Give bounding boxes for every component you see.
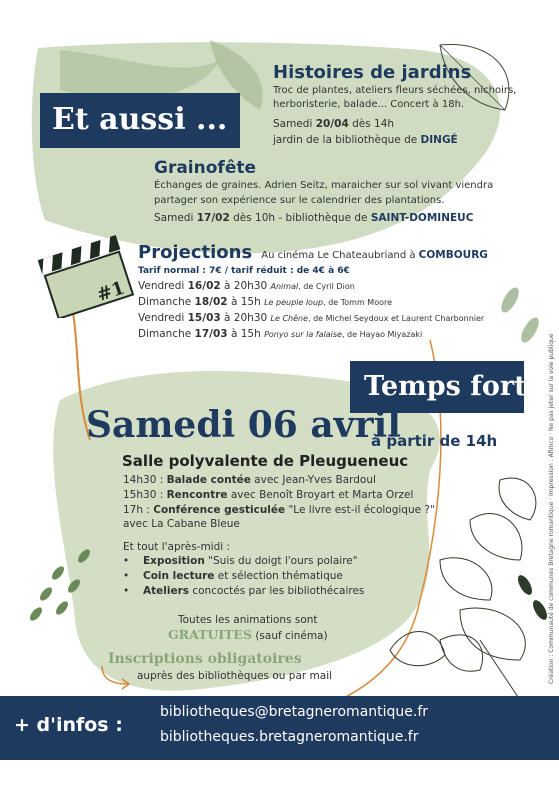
histoires-desc-2: herboristerie, balade... Concert à 18h.	[273, 99, 465, 110]
film-day: Vendredi	[138, 312, 188, 324]
footer-email-link[interactable]: bibliotheques@bretagneromantique.fr	[160, 704, 429, 720]
bullet-rest: et sélection thématique	[214, 570, 343, 582]
histoires-date-line	[273, 118, 394, 130]
free-line-2	[168, 627, 328, 642]
film-day: Vendredi	[138, 280, 188, 292]
footer-label: + d'infos :	[14, 714, 123, 736]
venue-prefix: Salle polyvalente de	[122, 452, 300, 470]
grainofete-date-line	[154, 212, 473, 224]
film-date: 18/02	[194, 296, 228, 308]
film-row	[138, 328, 422, 340]
credit-wrapper	[548, 264, 558, 684]
grainofete-title: Grainofête	[154, 158, 256, 178]
projections-subtitle-prefix: Au cinéma Le Chateaubriand à	[261, 250, 419, 261]
film-row	[138, 312, 484, 324]
temps-fort-start: à partir de 14h	[371, 432, 498, 450]
arrow-icon	[96, 664, 136, 694]
program-row	[123, 489, 413, 501]
credit-text: Création : Communauté de communes Bretagne romantique · Impression : Afimco · Ne pas jeter sur la voie publique	[548, 333, 555, 684]
venue-place: Pleugueneuc	[299, 452, 409, 470]
bullet-dot: •	[123, 555, 130, 567]
film-by: , de Tomm Moore	[323, 298, 393, 307]
histoires-date-prefix: Samedi	[273, 118, 316, 130]
film-date: 15/03	[187, 312, 221, 324]
program-label: Conférence gesticulée	[153, 504, 286, 516]
grainofete-desc-2: partager son expérience sur le calendrier des plantations.	[154, 195, 445, 206]
film-title: Le peuple loup	[264, 298, 324, 307]
projections-title: Projections	[138, 242, 253, 263]
bullet-rest: concoctés par les bibliothécaires	[189, 585, 365, 597]
program-label: Balade contée	[166, 474, 251, 486]
free-word: GRATUITES	[168, 627, 252, 642]
flower-drawing	[390, 631, 483, 671]
free-line-1: Toutes les animations sont	[178, 614, 318, 626]
grainofete-date: 17/02	[196, 212, 230, 224]
bullet-label: Coin lecture	[143, 570, 215, 582]
temps-fort-date: Samedi 06 avril	[86, 404, 401, 446]
film-time: à 20h30	[220, 280, 271, 292]
banner-et-aussi	[40, 93, 240, 148]
program-row	[123, 474, 376, 486]
inscriptions-sub: auprès des bibliothèques ou par mail	[137, 670, 333, 682]
banner-et-aussi-text: Et aussi ...	[52, 102, 228, 137]
film-time: à 20h30	[220, 312, 271, 324]
film-title: Animal	[270, 282, 299, 291]
projections-subtitle-place: COMBOURG	[418, 249, 488, 261]
inscriptions-title: Inscriptions obligatoires	[108, 651, 302, 667]
footer	[0, 696, 559, 760]
bullet-row	[123, 555, 358, 567]
film-date: 17/03	[194, 328, 228, 340]
grainofete-date-prefix: Samedi	[154, 212, 197, 224]
bullet-label: Ateliers	[143, 585, 190, 597]
film-by: , de Michel Seydoux et Laurent Charbonnier	[308, 314, 485, 323]
bullet-label: Exposition	[143, 555, 205, 567]
program-time: 14h30 :	[123, 474, 167, 486]
film-by: , de Hayao Miyazaki	[341, 330, 423, 339]
footer-site-link[interactable]: bibliotheques.bretagneromantique.fr	[160, 729, 419, 745]
histoires-place: DINGÉ	[420, 134, 458, 146]
program-rest: "Le livre est-il écologique ?"	[285, 504, 435, 516]
mid-right-sprig	[498, 285, 542, 345]
temps-fort-venue	[122, 452, 408, 470]
bullet-dot: •	[123, 585, 130, 597]
clapperboard-icon	[36, 228, 136, 318]
film-title: Le Chêne	[270, 314, 309, 323]
film-time: à 15h	[227, 296, 265, 308]
bullet-dot: •	[123, 570, 130, 582]
histoires-time: dès 14h	[348, 118, 395, 130]
program-rest: avec Benoît Broyart et Marta Orzel	[227, 489, 414, 501]
film-day: Dimanche	[138, 328, 195, 340]
film-title: Ponyo sur la falaise	[264, 330, 342, 339]
bullet-row	[123, 585, 364, 597]
program-time: 17h :	[123, 504, 154, 516]
film-row	[138, 280, 355, 292]
program-row	[123, 504, 435, 516]
grainofete-time: dès 10h - bibliothèque de	[229, 212, 371, 224]
film-date: 16/02	[187, 280, 221, 292]
grainofete-place: SAINT-DOMINEUC	[370, 212, 474, 224]
film-by: , de Cyril Dion	[298, 282, 355, 291]
projections-header	[138, 242, 488, 263]
projections-tarif: Tarif normal : 7€ / tarif réduit : de 4€ à 6€	[138, 266, 350, 276]
banner-temps-fort-text: Temps fort	[364, 371, 527, 402]
right-filled-leaves	[515, 573, 550, 622]
histoires-place-prefix: jardin de la bibliothèque de	[273, 134, 421, 146]
free-rest: (sauf cinéma)	[251, 630, 328, 642]
film-day: Dimanche	[138, 296, 195, 308]
program-time: 15h30 :	[123, 489, 167, 501]
clapper-text: #1	[94, 277, 128, 307]
program-label: Rencontre	[166, 489, 228, 501]
bullet-rest: "Suis du doigt l'ours polaire"	[204, 555, 358, 567]
histoires-desc-1: Troc de plantes, ateliers fleurs séchées, nichoirs,	[273, 85, 517, 96]
program-rest: avec Jean-Yves Bardoul	[250, 474, 376, 486]
bullet-row	[123, 570, 343, 582]
histoires-title: Histoires de jardins	[273, 62, 472, 83]
histoires-date: 20/04	[315, 118, 349, 130]
histoires-place-line	[273, 134, 458, 146]
film-row	[138, 296, 392, 308]
film-time: à 15h	[227, 328, 265, 340]
program-continuation: avec La Cabane Bleue	[123, 518, 240, 530]
afternoon-label: Et tout l'après-midi :	[123, 541, 231, 553]
grainofete-desc-1: Échanges de graines. Adrien Seitz, maraicher sur sol vivant viendra	[154, 180, 494, 191]
